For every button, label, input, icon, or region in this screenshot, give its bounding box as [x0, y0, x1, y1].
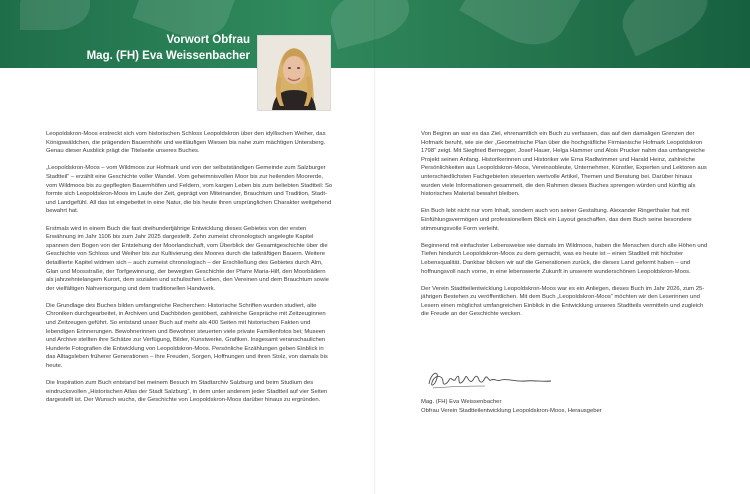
page-fold [374, 0, 376, 494]
leaf-decoration [613, 0, 718, 56]
paragraph: Erstmals wird in einem Buch die fast dreihundertjährige Entwicklung dieses Gebietes von der ersten Erwähnung im Jahr 1106 bis zum Jahr 2025 dargestellt. Zehn zumeist chronologisch angelegte Kapitel spannen den Bogen von der Entstehung der Moorlandschaft, vom Überblick der Gesamtgeschichte über die Geschichte von Schloss und Weiher bis zur Kultivierung des Moores durch die tatkräftigen Bauern. Weitere detaillierte Kapitel widmen sich – auch zumeist chronologisch – der Erschließung des Gebietes durch Alm, Glan und Moosstraße, der Torfgewinnung, der bewegten Geschichte der Pfarre Maria-Hilf, den Moorbädern als jahrzehntelangem Kurort, dem sozialen und schulischen Leben, den Vereinen und dem Brauchtum sowie der vielfältigen Nahversorgung und dem traditionellen Handwerk. [46, 225, 329, 292]
left-text-column [46, 130, 333, 414]
leaf-decoration [459, 0, 581, 60]
right-text-column [421, 130, 709, 328]
paragraph: Die Inspiration zum Buch entstand bei meinem Besuch im Stadtarchiv Salzburg und beim Studium des eindrucksvollen „Historischen Atlas der Stadt Salzburg“, in dem unter anderem jeder Stadtteil auf vier Seiten dargestellt ist. Der Wunsch wuchs, die Geschichte von Leopoldskron-Moos darüber hinaus zu ergründen. [46, 380, 328, 404]
paragraph: Beginnend mit einfachster Lebensweise wie damals im Wildmoos, haben die Menschen durch alle Höhen und Tiefen hindurch Leopoldskron-Moos zu dem gemacht, was es heute ist – einen Stadtteil mit höchster Lebensqualität. Dankbar blicken wir auf die Generationen zurück, die dieses Land geformt haben – und hoffnungsvoll nach vorne, in eine lebenswerte Zukunft in unserem wunderschönen Leopoldskron-Moos. [421, 242, 708, 275]
paragraph: Von Beginn an war es das Ziel, ehrenamtlich ein Buch zu verfassen, das auf den damaligen Grenzen der Hofmark beruht, wie sie der „Geometrische Plan über die hochgräfliche Firmianische Hofmark Leopoldskron 1798“ zeigt. Mit Siegfried Bernegger, Josef Hauer, Helga Hammer und Alois Prucker nahm das umfangreiche Projekt seinen Anfang. Historikerinnen und Historiker wie Erna Radlwimmer und Harald Heinz, zahlreiche Persönlichkeiten aus Leopoldskron-Moos, Vereinsobleute, Unternehmer, Künstler, Experten und Lektoren aus unterschiedlichsten Fachgebieten steuerten wertvolle Artikel, Themen und Beratung bei. Darüber hinaus wurden viele Informationen gesammelt, die den Rahmen dieses Buches sprengen würden und künftig als historisches Material bewahrt bleiben. [421, 131, 707, 198]
title-line-1: Vorwort Obfrau [166, 34, 250, 46]
title-line-2: Mag. (FH) Eva Weissenbacher [86, 50, 250, 62]
paragraph: „Leopoldskron-Moos – vom Wildmoos zur Hofmark und von der selbstständigen Gemeinde zum Salzburger Stadtteil“ – erzählt eine Geschichte voller Wandel. Vom geheimnisvollen Moor bis zur heilenden Moorerde, vom Wildmoos bis zu gepflegten Bauernhöfen und Feldern, vom kargen Leben bis zum beliebten Stadtteil: So formte sich Leopoldskron-Moos im Laufe der Zeit, geprägt von Miteinander, Brauchtum und Tradition, Stadt- und Landgefühl. All das ist eingebettet in eine Natur, die bis heute ihren ursprünglichen Charakter weitgehend bewahrt hat. [46, 165, 333, 215]
leaf-decoration [20, 0, 90, 30]
signature-name: Mag. (FH) Eva Weissenbacher [421, 399, 502, 405]
paragraph: Die Grundlage des Buches bilden umfangreiche Recherchen: Historische Schriften wurden studiert, alte Chroniken durchgearbeitet, in Archiven und Dachböden gestöbert, zahlreiche Gespräche mit Zeitzeuginnen und Zeitzeugen geführt. So entstand unser Buch auf mehr als 400 Seiten mit historischen Fakten und lebendigen Erinnerungen. Bewohnerinnen und Bewohner steuerten viele private Familienfotos bei; Museen und Archive stellten ihre Schätze zur Verfügung, Bilder, Kunstwerke, Grafiken. Insgesamt veranschaulichen Hunderte Fotografien die Entwicklung von Leopoldskron-Moos. Persönliche Erzählungen geben Einblick in das Alltagsleben früherer Generationen – ihre Freuden, Sorgen, Hoffnungen und ihren Stolz, von damals bis heute. [46, 302, 328, 370]
page-title [10, 32, 250, 64]
signature-role: Obfrau Verein Stadtteilentwicklung Leopoldskron-Moos, Herausgeber [421, 408, 602, 414]
portrait-photo [257, 35, 331, 111]
portrait-icon [258, 36, 330, 110]
paragraph: Ein Buch lebt nicht nur vom Inhalt, sondern auch von seiner Gestaltung. Alexander Ringerthaler hat mit Einfühlungsvermögen und professionellem Blick ein Layout geschaffen, das dem Buch seine besondere stimmungsvolle Form verleiht. [421, 208, 692, 232]
signature-image [425, 362, 555, 396]
leaf-decoration [325, 0, 415, 50]
paragraph: Der Verein Stadtteilentwicklung Leopoldskron-Moos war es ein Anliegen, dieses Buch im Jahr 2026, zum 25-jährigen Bestehen zu veröffentlichen. Mit dem Buch „Leopoldskron-Moos“ möchten wir den Leserinnen und Lesern einen möglichst umfangreichen Einblick in die Entwicklung unseres Stadtteils vermitteln und zugleich die Freude an der Geschichte wecken. [421, 285, 705, 318]
paragraph: Leopoldskron-Moos erstreckt sich vom historischen Schloss Leopoldskron über den idyllischen Weiher, das Königswäldchen, die prägenden Bauernhöfe und weitläufigen Wiesen bis nahe zum mächtigen Untersberg. Genau dieser Ausblick prägt die Titelseite unseres Buches. [46, 131, 326, 155]
